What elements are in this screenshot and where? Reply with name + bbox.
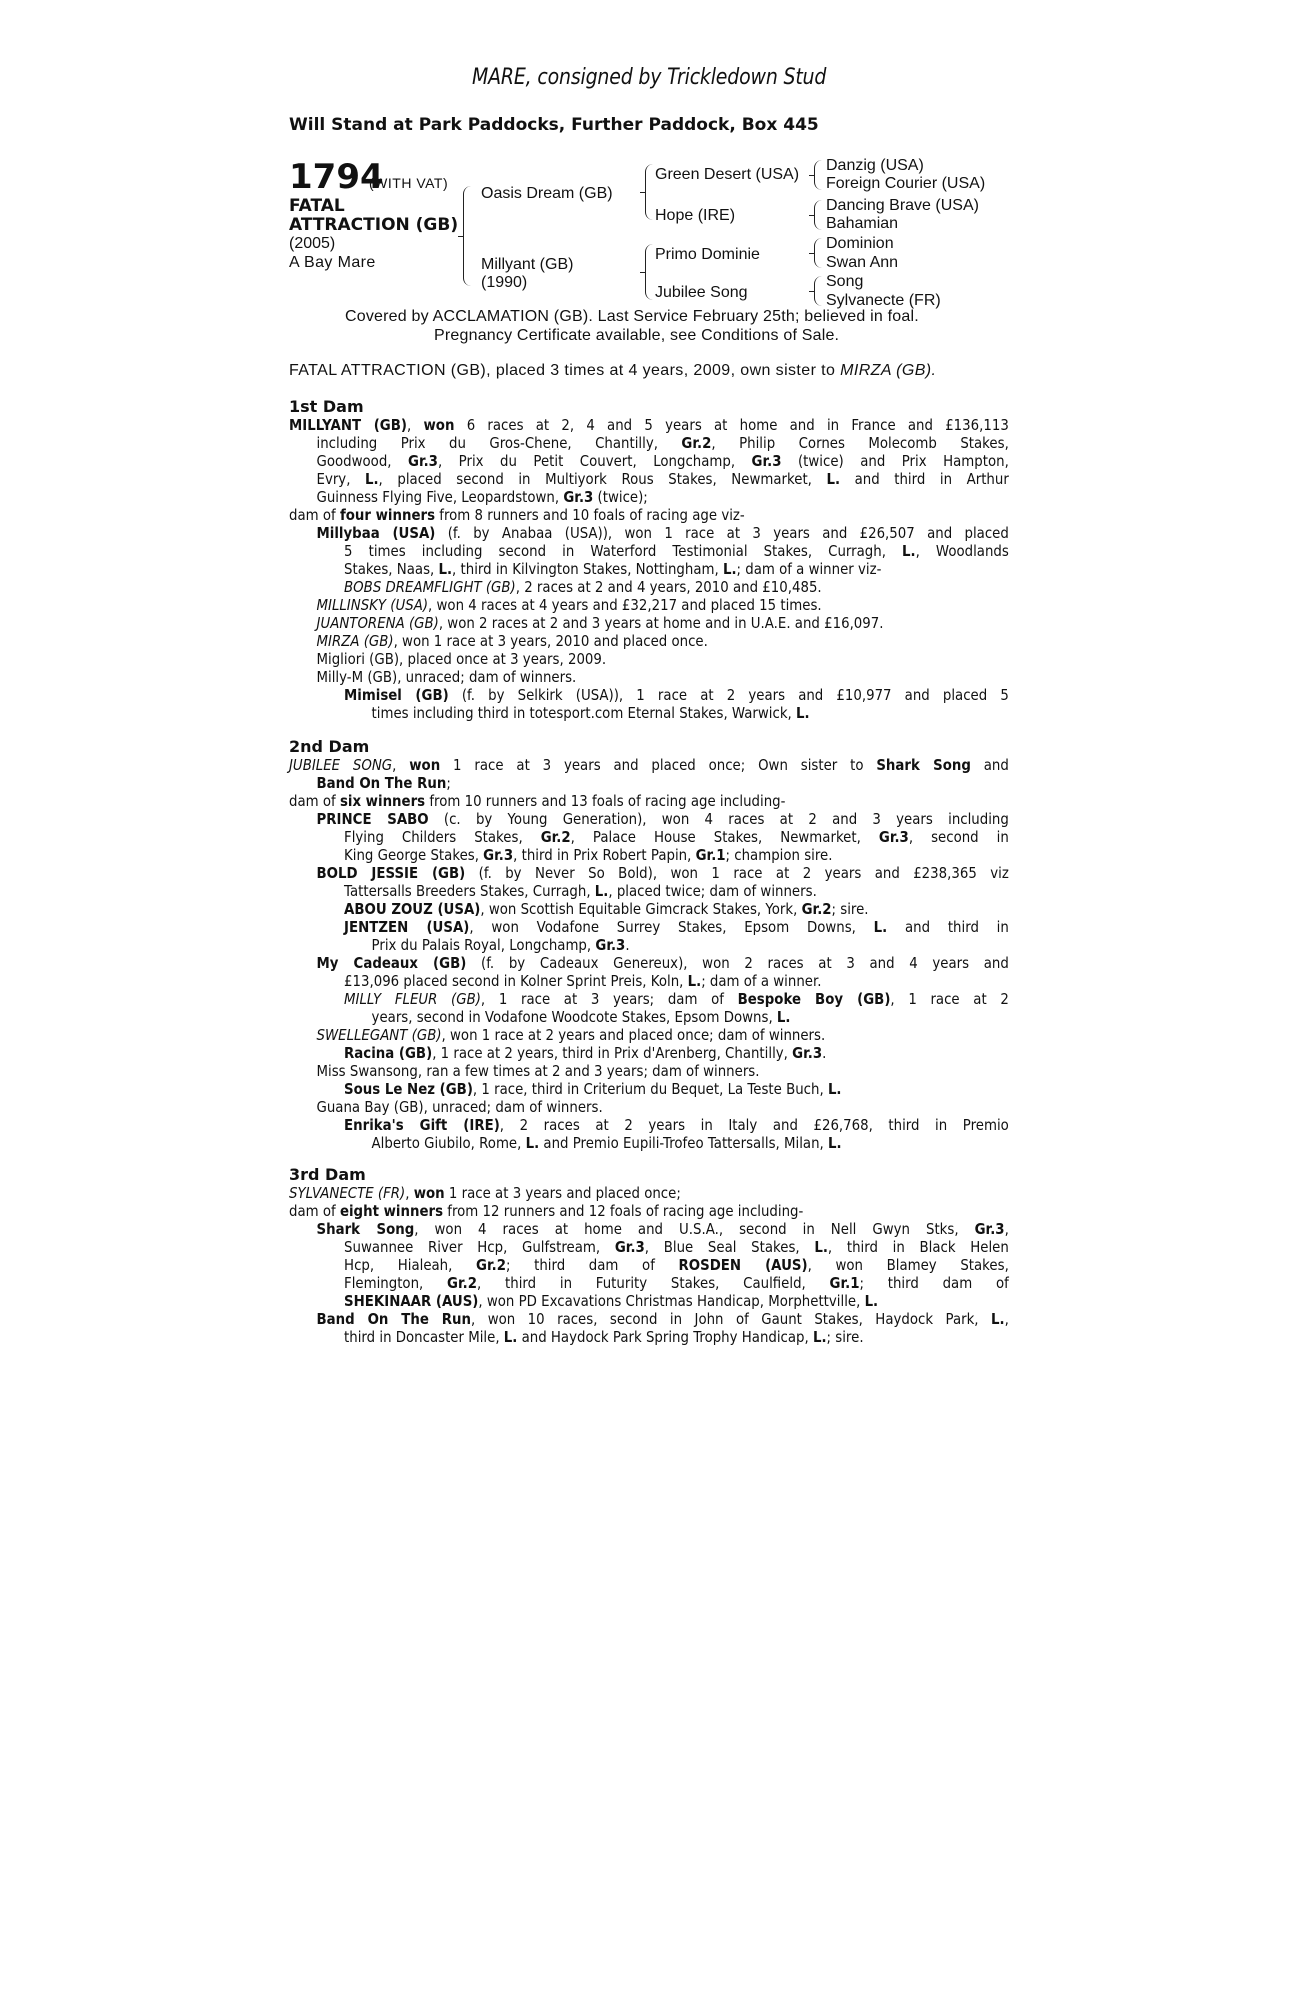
third-dam-heading: 3rd Dam bbox=[289, 1165, 366, 1184]
pedigree-sss: Danzig (USA) bbox=[826, 157, 924, 174]
pedigree-dds: Song bbox=[826, 273, 864, 290]
pedigree-dam-year: (1990) bbox=[481, 274, 528, 291]
intro-text: FATAL ATTRACTION (GB), placed 3 times at 4 years, 2009, own sister to bbox=[289, 362, 841, 379]
first-dam-line: MIRZA (GB), won 1 race at 3 years, 2010 and placed once. bbox=[316, 632, 708, 650]
first-dam-line: MILLINSKY (USA), won 4 races at 4 years and £32,217 and placed 15 times. bbox=[316, 596, 822, 614]
first-dam-name: MILLYANT (GB) bbox=[289, 416, 408, 434]
third-dam-name: SYLVANECTE (FR) bbox=[289, 1184, 406, 1202]
second-dam-line: JENTZEN (USA), won Vodafone Surrey Stakes, Epsom Downs, L. and third in bbox=[344, 918, 1009, 936]
intro-line bbox=[289, 362, 936, 380]
second-dam-line: PRINCE SABO (c. by Young Generation), won 4 races at 2 and 3 years including bbox=[316, 810, 1009, 828]
second-dam-line: My Cadeaux (GB) (f. by Cadeaux Genereux), won 2 races at 3 and 4 years and bbox=[316, 954, 1009, 972]
pedigree-brace-ds bbox=[814, 238, 823, 268]
first-dam-section bbox=[289, 398, 1009, 722]
third-dam-line: Shark Song, won 4 races at home and U.S.A., second in Nell Gwyn Stks, Gr.3, bbox=[316, 1220, 1009, 1238]
pedigree-brace-main bbox=[463, 186, 474, 286]
horse-name-line2: ATTRACTION (GB) bbox=[289, 215, 459, 235]
second-dam-line: ABOU ZOUZ (USA), won Scottish Equitable Gimcrack Stakes, York, Gr.2; sire. bbox=[344, 900, 869, 918]
first-dam-line: Migliori (GB), placed once at 3 years, 2009. bbox=[316, 650, 607, 668]
first-dam-line: Millybaa (USA) (f. by Anabaa (USA)), won 1 race at 3 years and £26,507 and placed bbox=[316, 524, 1009, 542]
second-dam-line: Racina (GB), 1 race at 2 years, third in Prix d'Arenberg, Chantilly, Gr.3. bbox=[344, 1044, 827, 1062]
third-dam-line: Hcp, Hialeah, Gr.2; third dam of ROSDEN (AUS), won Blamey Stakes, bbox=[344, 1256, 1009, 1274]
first-dam-line: Mimisel (GB) (f. by Selkirk (USA)), 1 race at 2 years and £10,977 and placed 5 bbox=[344, 686, 1009, 704]
third-dam-section bbox=[289, 1166, 1009, 1346]
second-dam-line: Band On The Run; bbox=[316, 774, 451, 792]
horse-year: (2005) bbox=[289, 235, 336, 252]
third-dam-line: Flemington, Gr.2, third in Futurity Stakes, Caulfield, Gr.1; third dam of bbox=[344, 1274, 1009, 1292]
third-dam-line: third in Doncaster Mile, L. and Haydock Park Spring Trophy Handicap, L.; sire. bbox=[344, 1328, 864, 1346]
first-dam-line: Guinness Flying Five, Leopardstown, Gr.3 (twice); bbox=[316, 488, 648, 506]
standing-location: Will Stand at Park Paddocks, Further Paddock, Box 445 bbox=[289, 115, 819, 135]
covered-line1: Covered by ACCLAMATION (GB). Last Service February 25th; believed in foal. bbox=[345, 308, 919, 325]
third-dam-line: Band On The Run, won 10 races, second in John of Gaunt Stakes, Haydock Park, L., bbox=[316, 1310, 1009, 1328]
first-dam-line: Milly-M (GB), unraced; dam of winners. bbox=[316, 668, 577, 686]
horse-name-line1: FATAL bbox=[289, 196, 345, 216]
pedigree-brace-sd bbox=[814, 200, 823, 230]
first-dam-line: 5 times including second in Waterford Testimonial Stakes, Curragh, L., Woodlands bbox=[344, 542, 1009, 560]
second-dam-line: Guana Bay (GB), unraced; dam of winners. bbox=[316, 1098, 603, 1116]
second-dam-heading: 2nd Dam bbox=[289, 737, 370, 756]
pedigree-sds: Dancing Brave (USA) bbox=[826, 197, 979, 214]
second-dam-line: SWELLEGANT (GB), won 1 race at 2 years and placed once; dam of winners. bbox=[316, 1026, 826, 1044]
third-dam-line: SHEKINAAR (AUS), won PD Excavations Christmas Handicap, Morphettville, L. bbox=[344, 1292, 879, 1310]
vat-label: (WITH VAT) bbox=[369, 175, 449, 191]
second-dam-line: £13,096 placed second in Kolner Sprint Preis, Koln, L.; dam of a winner. bbox=[344, 972, 822, 990]
first-dam-heading: 1st Dam bbox=[289, 397, 364, 416]
pedigree-sdd: Bahamian bbox=[826, 215, 899, 232]
first-dam-line: Goodwood, Gr.3, Prix du Petit Couvert, Longchamp, Gr.3 (twice) and Prix Hampton, bbox=[316, 452, 1009, 470]
third-dam-line: dam of eight winners from 12 runners and 12 foals of racing age including- bbox=[289, 1202, 804, 1220]
pedigree-sire-dam: Hope (IRE) bbox=[655, 207, 736, 224]
second-dam-line: Alberto Giubilo, Rome, L. and Premio Eupili-Trofeo Tattersalls, Milan, L. bbox=[371, 1134, 842, 1152]
first-dam-line: including Prix du Gros-Chene, Chantilly, Gr.2, Philip Cornes Molecomb Stakes, bbox=[316, 434, 1009, 452]
lot-number: 1794 bbox=[289, 157, 384, 197]
first-dam-line: BOBS DREAMFLIGHT (GB), 2 races at 2 and 4 years, 2010 and £10,485. bbox=[344, 578, 822, 596]
second-dam-line: BOLD JESSIE (GB) (f. by Never So Bold), won 1 race at 2 years and £238,365 viz bbox=[316, 864, 1009, 882]
second-dam-line: Prix du Palais Royal, Longchamp, Gr.3. bbox=[371, 936, 630, 954]
pedigree-dam-sire: Primo Dominie bbox=[655, 246, 760, 263]
second-dam-line: Enrika's Gift (IRE), 2 races at 2 years in Italy and £26,768, third in Premio bbox=[344, 1116, 1009, 1134]
second-dam-line: years, second in Vodafone Woodcote Stakes, Epsom Downs, L. bbox=[371, 1008, 791, 1026]
pedigree-ssd: Foreign Courier (USA) bbox=[826, 175, 986, 192]
first-dam-line: MILLYANT (GB), won 6 races at 2, 4 and 5 years at home and in France and £136,113 bbox=[289, 416, 1009, 434]
second-dam-line: King George Stakes, Gr.3, third in Prix Robert Papin, Gr.1; champion sire. bbox=[344, 846, 833, 864]
second-dam-line: MILLY FLEUR (GB), 1 race at 3 years; dam of Bespoke Boy (GB), 1 race at 2 bbox=[344, 990, 1009, 1008]
first-dam-line: dam of four winners from 8 runners and 10 foals of racing age viz- bbox=[289, 506, 745, 524]
first-dam-line: Stakes, Naas, L., third in Kilvington Stakes, Nottingham, L.; dam of a winner viz- bbox=[344, 560, 882, 578]
third-dam-line: SYLVANECTE (FR), won 1 race at 3 years and placed once; bbox=[289, 1184, 681, 1202]
pedigree-brace-dd bbox=[814, 276, 823, 306]
second-dam-line: Flying Childers Stakes, Gr.2, Palace House Stakes, Newmarket, Gr.3, second in bbox=[344, 828, 1009, 846]
intro-sister: MIRZA (GB). bbox=[840, 362, 937, 379]
pedigree-brace-ss bbox=[814, 160, 823, 190]
second-dam-line: Sous Le Nez (GB), 1 race, third in Criterium du Bequet, La Teste Buch, L. bbox=[344, 1080, 842, 1098]
third-dam-line: Suwannee River Hcp, Gulfstream, Gr.3, Blue Seal Stakes, L., third in Black Helen bbox=[344, 1238, 1009, 1256]
second-dam-line: JUBILEE SONG, won 1 race at 3 years and placed once; Own sister to Shark Song and bbox=[289, 756, 1009, 774]
pedigree-dam-dam: Jubilee Song bbox=[655, 284, 748, 301]
horse-description: A Bay Mare bbox=[289, 254, 376, 271]
second-dam-line: dam of six winners from 10 runners and 13 foals of racing age including- bbox=[289, 792, 786, 810]
covered-line2: Pregnancy Certificate available, see Conditions of Sale. bbox=[434, 327, 840, 344]
pedigree-sire: Oasis Dream (GB) bbox=[481, 185, 613, 202]
second-dam-line: Miss Swansong, ran a few times at 2 and 3 years; dam of winners. bbox=[316, 1062, 760, 1080]
first-dam-line: Evry, L., placed second in Multiyork Rous Stakes, Newmarket, L. and third in Arthur bbox=[316, 470, 1009, 488]
page-header bbox=[472, 64, 884, 90]
header-title: MARE, consigned by Trickledown Stud bbox=[472, 65, 827, 90]
pedigree-sire-sire: Green Desert (USA) bbox=[655, 166, 800, 183]
second-dam-name: JUBILEE SONG bbox=[289, 756, 393, 774]
first-dam-line: times including third in totesport.com Eternal Stakes, Warwick, L. bbox=[371, 704, 810, 722]
pedigree-dam: Millyant (GB) bbox=[481, 256, 574, 273]
second-dam-section bbox=[289, 738, 1009, 1152]
pedigree-dsd: Swan Ann bbox=[826, 254, 899, 271]
pedigree-ddd: Sylvanecte (FR) bbox=[826, 292, 941, 309]
pedigree-dss: Dominion bbox=[826, 235, 894, 252]
first-dam-line: JUANTORENA (GB), won 2 races at 2 and 3 years at home and in U.A.E. and £16,097. bbox=[316, 614, 884, 632]
second-dam-line: Tattersalls Breeders Stakes, Curragh, L., placed twice; dam of winners. bbox=[344, 882, 817, 900]
